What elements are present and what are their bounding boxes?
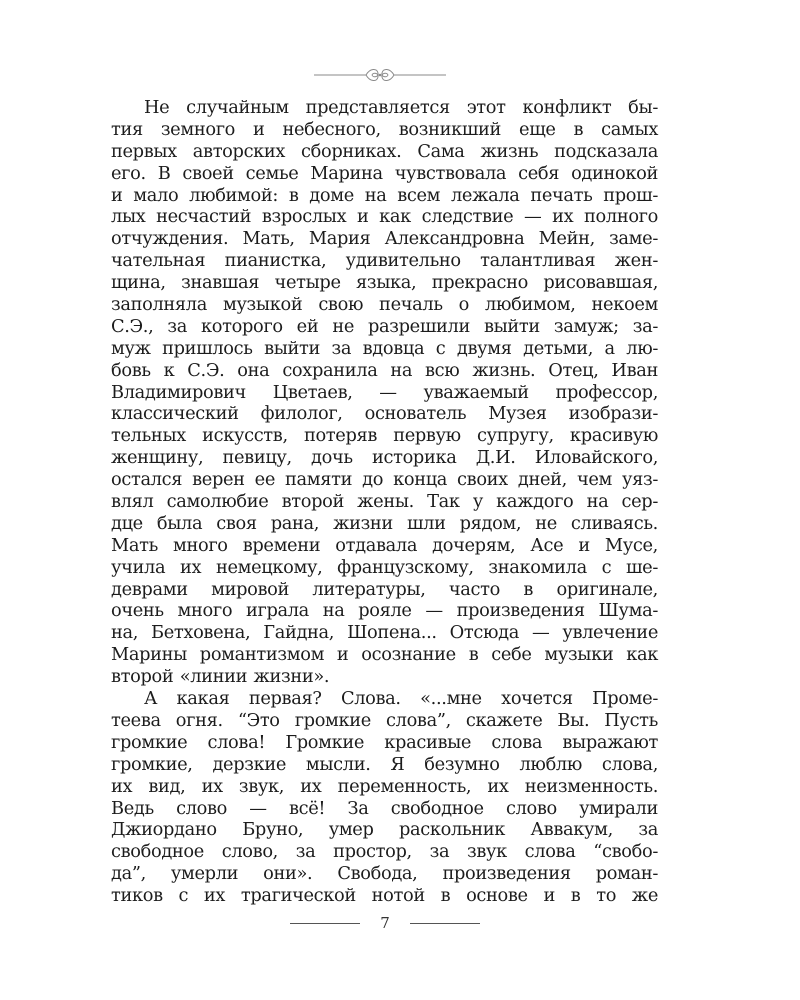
paragraph [111,688,658,907]
text-line: дце была своя рана, жизни шли рядом, не сливаясь. [111,512,658,534]
text-line: второй «линии жизни». [111,666,330,688]
text-line: бовь к С.Э. она сохранила на всю жизнь. Отец, Иван [111,359,658,381]
text-line: Джиордано Бруно, умер раскольник Аввакум, за [111,819,658,841]
paragraph [111,97,658,688]
page-number: 7 [380,914,390,932]
body-text [111,97,658,907]
text-line: первых авторских сборниках. Сама жизнь подсказала [111,140,658,162]
text-line: Ведь слово — всё! За свободное слово умирали [111,797,658,819]
header-ornament [300,64,460,86]
text-line: классический филолог, основатель Музея изобрази- [111,403,658,425]
text-line: лых несчастий взрослых и как следствие — их полного [111,206,658,228]
text-line: тиков с их трагической нотой в основе и в то же [111,885,658,907]
text-line: громкие слова! Громкие красивые слова выражают [111,731,658,753]
text-line: свободное слово, за простор, за звук слова “свобо- [111,841,658,863]
page-footer [290,911,480,935]
text-line: учила их немецкому, французскому, знакомила с ше- [111,556,658,578]
text-line: муж пришлось выйти за вдовца с двумя детьми, а лю- [111,337,658,359]
text-line: и мало любимой: в доме на всем лежала печать прош- [111,184,658,206]
text-line: да”, умерли они». Свобода, произведения роман- [111,863,658,885]
text-line: А какая первая? Слова. «...мне хочется Проме- [144,688,658,710]
text-line: С.Э., за которого ей не разрешили выйти замуж; за- [111,315,658,337]
text-line: Не случайным представляется этот конфликт бы- [144,97,658,118]
text-line: Мать много времени отдавала дочерям, Асе и Мусе, [111,534,658,556]
text-line: его. В своей семье Марина чувствовала себя одинокой [111,162,658,184]
text-line: влял самолюбие второй жены. Так у каждого на сер- [111,491,658,513]
text-line: громкие, дерзкие мысли. Я безумно люблю слова, [111,753,658,775]
text-line: чательная пианистка, удивительно талантливая жен- [111,250,658,272]
text-line: очень много играла на рояле — произведения Шума- [111,600,658,622]
text-line: на, Бетховена, Гайдна, Шопена... Отсюда — увлечение [111,622,658,644]
text-line: заполняла музыкой свою печаль о любимом, некоем [111,294,658,316]
text-line: тия земного и небесного, возникший еще в самых [111,118,658,140]
text-line: теева огня. “Это громкие слова”, скажете Вы. Пусть [111,709,658,731]
text-line: отчуждения. Мать, Мария Александровна Мейн, заме- [111,228,658,250]
text-line: остался верен ее памяти до конца своих дней, чем уяз- [111,469,658,491]
text-line: их вид, их звук, их переменность, их неизменность. [111,775,658,797]
text-line: тельных искусств, потеряв первую супругу, красивую [111,425,658,447]
text-line: Марины романтизмом и осознание в себе музыки как [111,644,658,666]
text-line: женщину, певицу, дочь историка Д.И. Иловайского, [111,447,658,469]
footer-rule-right [410,923,480,924]
text-line: Владимирович Цветаев, — уважаемый профессор, [111,381,658,403]
text-line: деврами мировой литературы, часто в оригинале, [111,578,658,600]
text-line: щина, знавшая четыре языка, прекрасно рисовавшая, [111,272,658,294]
